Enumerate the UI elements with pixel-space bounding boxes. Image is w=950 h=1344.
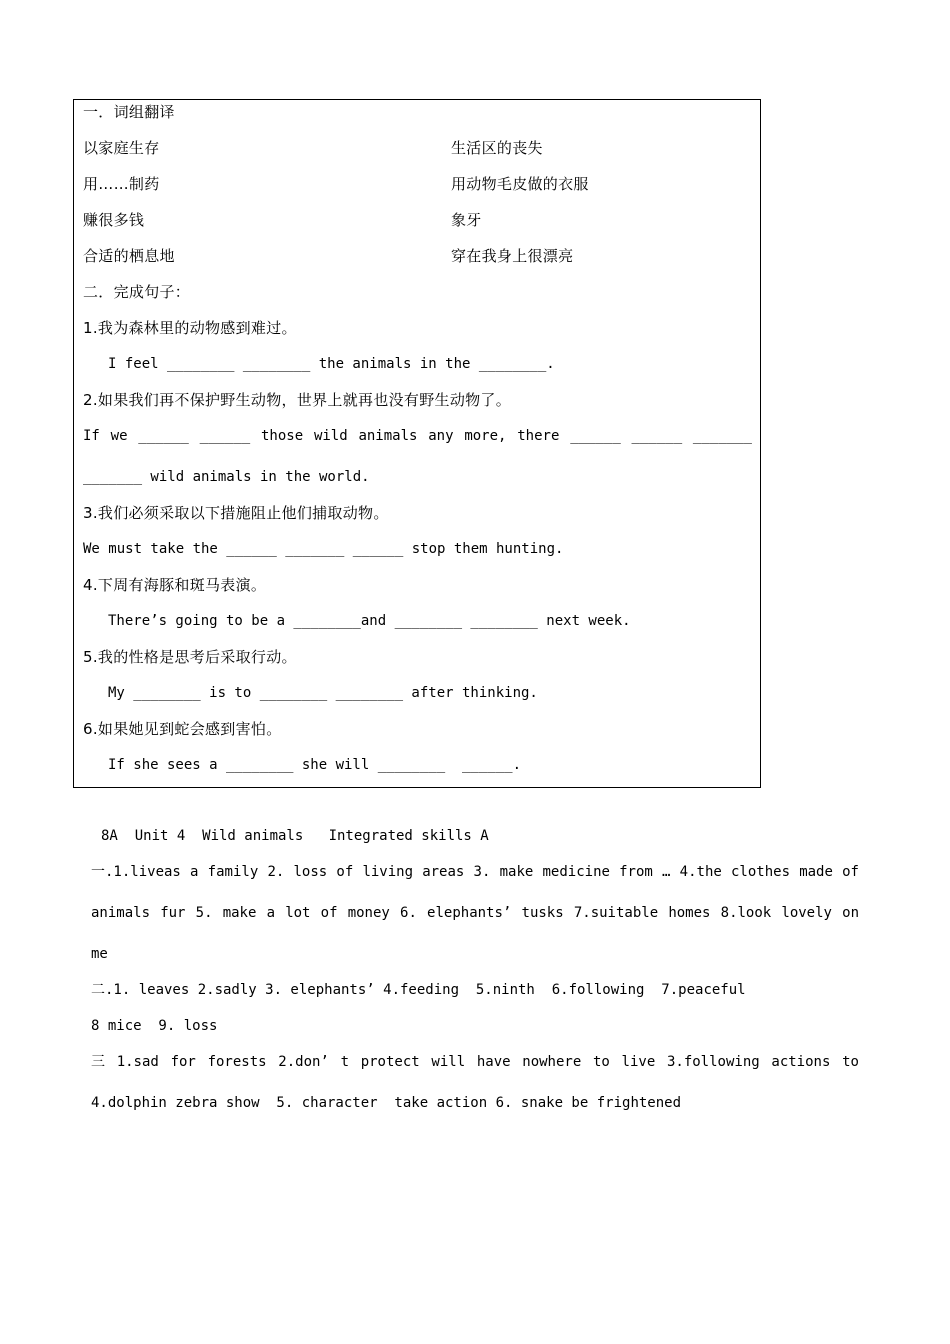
q5-chinese: 5.我的性格是思考后采取行动。 — [83, 648, 297, 666]
phrase-5: 赚很多钱 — [83, 211, 145, 229]
answers-part2-line2: 8 mice 9. loss — [91, 1018, 218, 1034]
q6-english: If she sees a ________ she will ________ ______. — [108, 757, 522, 773]
q1-chinese: 1.我为森林里的动物感到难过。 — [83, 319, 297, 337]
phrase-8: 穿在我身上很漂亮 — [451, 247, 574, 265]
section2-title: 二．完成句子： — [83, 283, 191, 301]
q4-english: There’s going to be a ________and ________ ________ next week. — [108, 613, 631, 629]
phrase-3: 用……制药 — [83, 175, 160, 193]
answers-part3-line1: 三 1.sad for forests 2.don’ t protect will have nowhere to live 3.following actions to — [91, 1054, 859, 1070]
q2-english-line2: _______ wild animals in the world. — [83, 469, 370, 485]
phrase-4: 用动物毛皮做的衣服 — [451, 175, 589, 193]
phrase-7: 合适的栖息地 — [83, 247, 175, 265]
answers-part2-line1: 二.1. leaves 2.sadly 3. elephants’ 4.feeding 5.ninth 6.following 7.peaceful — [91, 982, 746, 998]
q1-english: I feel ________ ________ the animals in the ________. — [108, 356, 555, 372]
answers-title: 8A Unit 4 Wild animals Integrated skills A — [101, 828, 489, 844]
section1-title: 一．词组翻译 — [83, 103, 175, 121]
q3-english: We must take the ______ _______ ______ stop them hunting. — [83, 541, 564, 557]
q4-chinese: 4.下周有海豚和斑马表演。 — [83, 576, 267, 594]
q3-chinese: 3.我们必须采取以下措施阻止他们捕取动物。 — [83, 504, 389, 522]
answers-part3-line2: 4.dolphin zebra show 5. character take action 6. snake be frightened — [91, 1095, 682, 1111]
phrase-1: 以家庭生存 — [83, 139, 160, 157]
q6-chinese: 6.如果她见到蛇会感到害怕。 — [83, 720, 282, 738]
q2-english-line1: If we ______ ______ those wild animals any more, there ______ ______ _______ — [83, 428, 752, 444]
phrase-2: 生活区的丧失 — [451, 139, 543, 157]
answers-part1-line3: me — [91, 946, 108, 962]
q5-english: My ________ is to ________ ________ after thinking. — [108, 685, 538, 701]
answers-part1-line2: animals fur 5. make a lot of money 6. elephants’ tusks 7.suitable homes 8.look lovely on — [91, 905, 859, 921]
answers-part1-line1: 一.1.liveas a family 2. loss of living areas 3. make medicine from … 4.the clothes made of — [91, 864, 859, 880]
phrase-6: 象牙 — [451, 211, 482, 229]
q2-chinese: 2.如果我们再不保护野生动物，世界上就再也没有野生动物了。 — [83, 391, 512, 409]
